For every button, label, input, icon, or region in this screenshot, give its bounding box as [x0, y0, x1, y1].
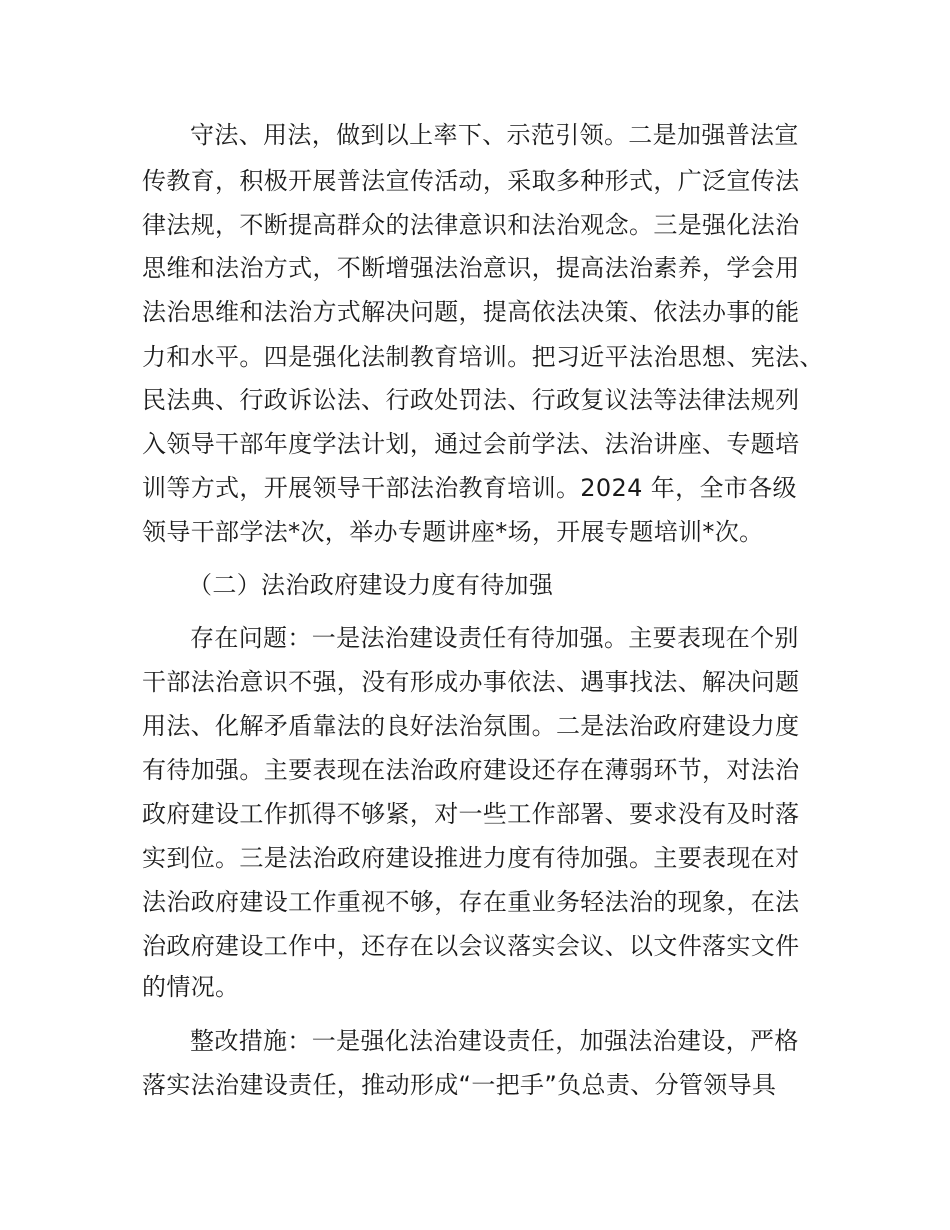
- paragraph-line: 律法规，不断提高群众的法律意识和法治观念。三是强化法治: [142, 211, 800, 239]
- paragraph-line: 训等方式，开展领导干部法治教育培训。2024 年，全市各级: [142, 474, 797, 502]
- paragraph-line: 守法、用法，做到以上率下、示范引领。二是加强普法宣: [190, 121, 799, 149]
- paragraph-line: 用法、化解矛盾靠法的良好法治氛围。二是法治政府建设力度: [142, 712, 800, 740]
- paragraph-line: 领导干部学法*次，举办专题讲座*场，开展专题培训*次。: [142, 518, 764, 546]
- paragraph-line: 传教育，积极开展普法宣传活动，采取多种形式，广泛宣传法: [142, 167, 800, 195]
- paragraph-line: 政府建设工作抓得不够紧，对一些工作部署、要求没有及时落: [142, 800, 800, 828]
- paragraph-line: 入领导干部年度学法计划，通过会前学法、法治讲座、专题培: [142, 430, 800, 458]
- paragraph-line: 力和水平。四是强化法制教育培训。把习近平法治思想、宪法、: [142, 343, 824, 371]
- paragraph-line: 的情况。: [142, 973, 240, 1001]
- paragraph-line: 有待加强。主要表现在法治政府建设还存在薄弱环节，对法治: [142, 756, 800, 784]
- paragraph-line: 思维和法治方式，不断增强法治意识，提高法治素养，学会用: [142, 254, 800, 282]
- paragraph-line: 法治政府建设工作重视不够，存在重业务轻法治的现象，在法: [142, 888, 800, 916]
- paragraph-line: 落实法治建设责任，推动形成“一把手”负总责、分管领导具: [142, 1071, 777, 1099]
- paragraph-line: 实到位。三是法治政府建设推进力度有待加强。主要表现在对: [142, 844, 800, 872]
- paragraph-line: 法治思维和法治方式解决问题，提高依法决策、依法办事的能: [142, 298, 800, 326]
- paragraph-line: 干部法治意识不强，没有形成办事依法、遇事找法、解决问题: [142, 668, 800, 696]
- section-heading: （二）法治政府建设力度有待加强: [188, 571, 554, 599]
- paragraph-line: 存在问题：一是法治建设责任有待加强。主要表现在个别: [190, 624, 799, 652]
- paragraph-line: 民法典、行政诉讼法、行政处罚法、行政复议法等法律法规列: [142, 386, 800, 414]
- paragraph-line: 整改措施：一是强化法治建设责任，加强法治建设，严格: [190, 1027, 799, 1055]
- paragraph-line: 治政府建设工作中，还存在以会议落实会议、以文件落实文件: [142, 932, 800, 960]
